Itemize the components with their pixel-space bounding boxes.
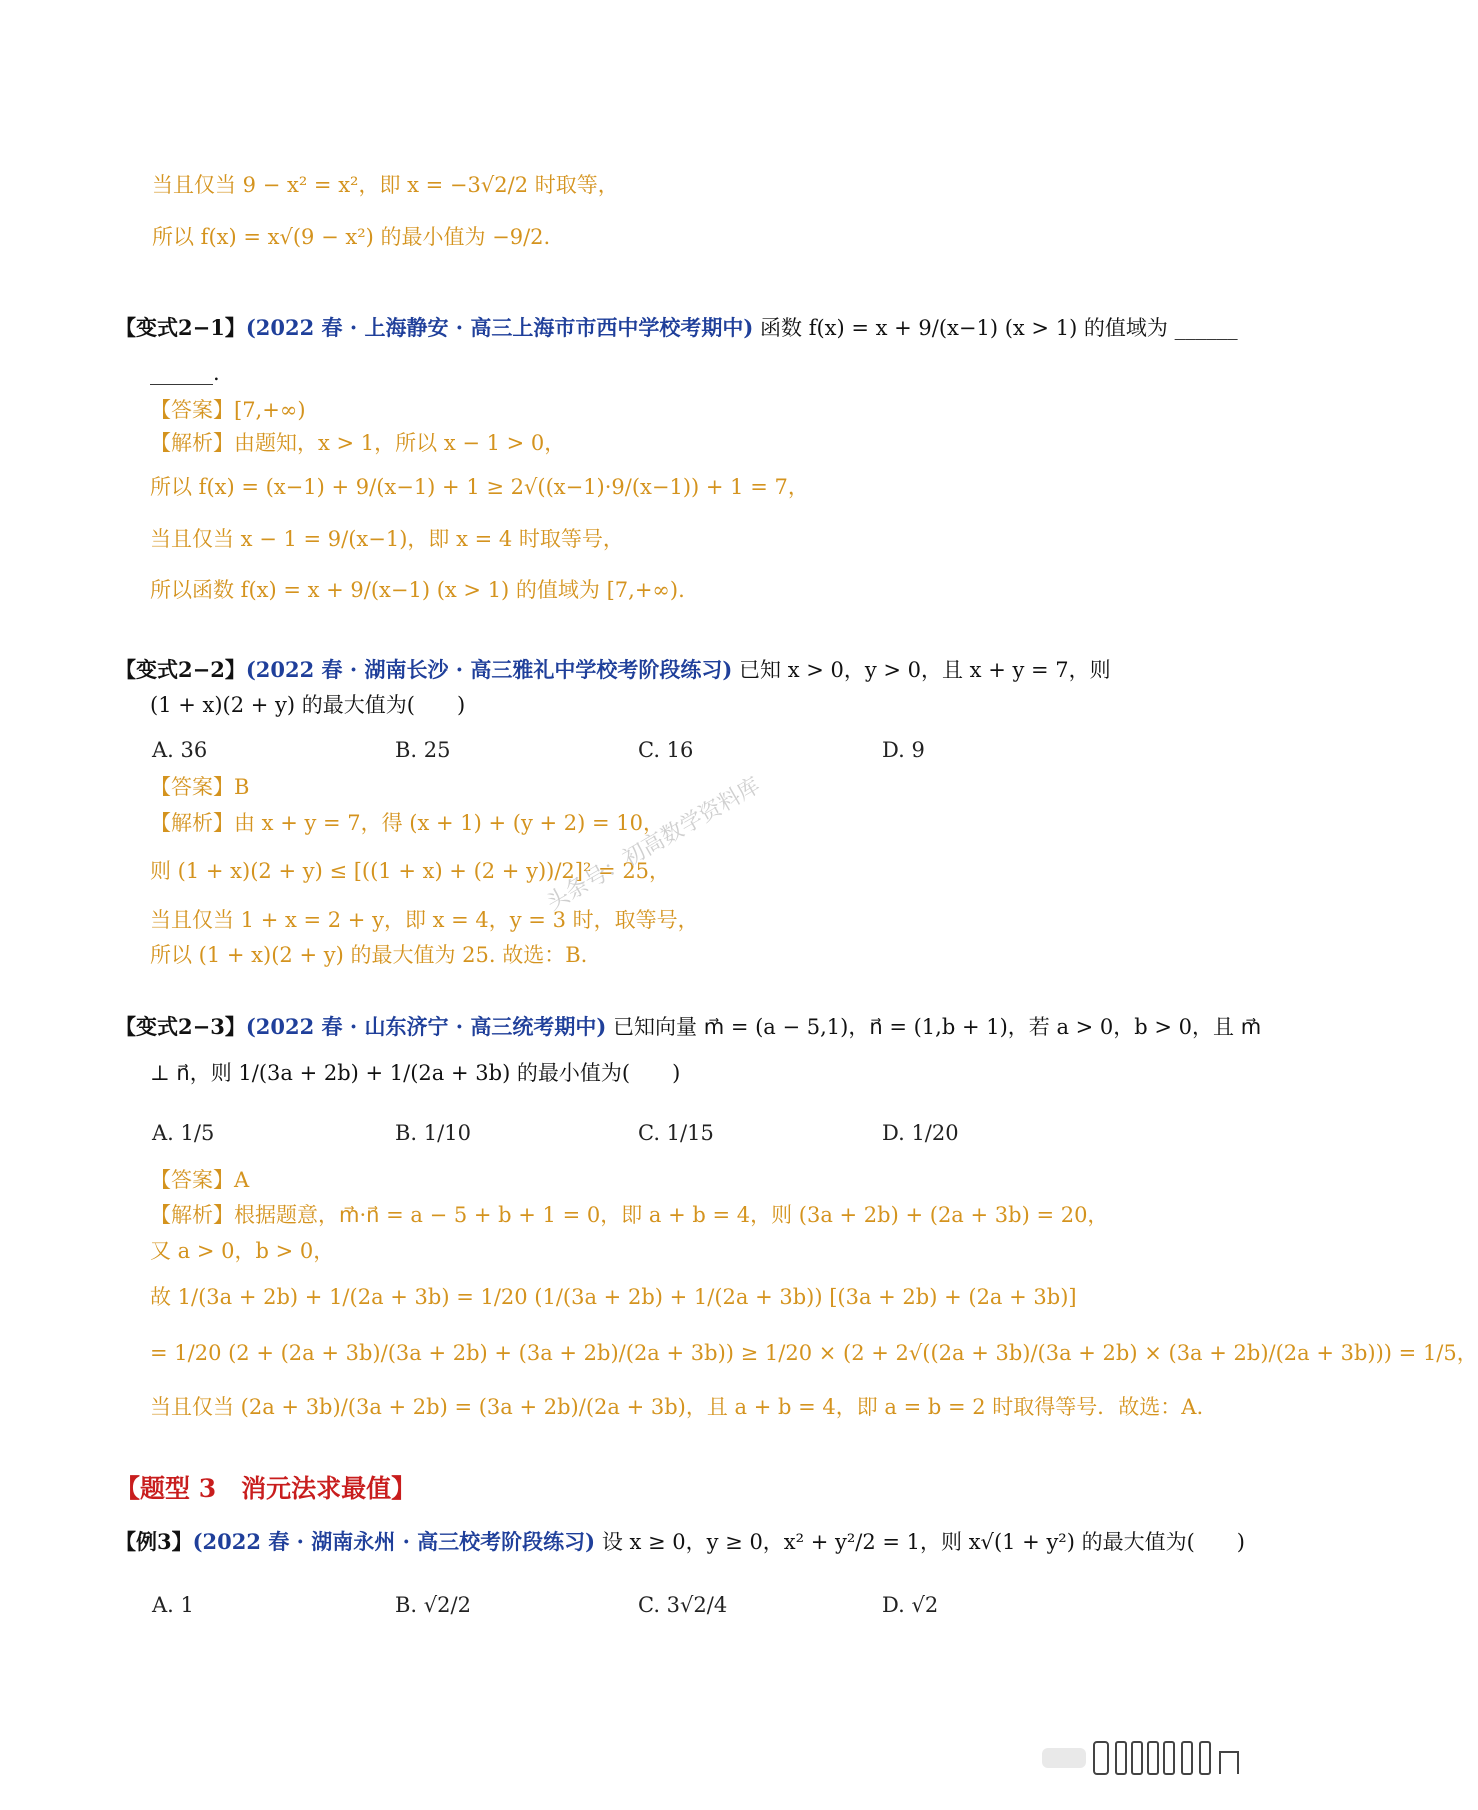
v23-option-a[interactable]: A. 1/5: [152, 1121, 215, 1145]
prev-solution-line-1: 当且仅当 9 − x² = x²，即 x = −3√2/2 时取等，: [152, 173, 619, 197]
v23-solution-4: = 1/20 (2 + (2a + 3b)/(3a + 2b) + (3a + 2b)/(2a + 3b)) ≥ 1/20 × (2 + 2√((2a + 3b)/(3a + 2b) × (3a + 2b)/(2a + 3b))) = 1/5，: [150, 1341, 1478, 1365]
prev-solution-line-2: 所以 f(x) = x√(9 − x²) 的最小值为 −9/2.: [152, 225, 551, 249]
v21-solution-2: 所以 f(x) = (x−1) + 9/(x−1) + 1 ≥ 2√((x−1)·9/(x−1)) + 1 = 7，: [150, 475, 809, 499]
v22-source: (2022 春 · 湖南长沙 · 高三雅礼中学校考阶段练习): [245, 657, 733, 682]
v23-question-1: 已知向量 m⃗ = (a − 5,1)，n⃗ = (1,b + 1)，若 a > 0，b > 0，且 m⃗: [613, 1015, 1262, 1039]
v22-question-2: (1 + x)(2 + y) 的最大值为( ): [150, 693, 466, 717]
v23-question-line-1: [115, 1012, 1261, 1042]
v23-source: (2022 春 · 山东济宁 · 高三统考期中): [245, 1014, 607, 1039]
v22-question-1: 已知 x > 0，y > 0，且 x + y = 7，则: [739, 658, 1111, 682]
v21-question-line: 【变式2−1】(2022 春 · 上海静安 · 高三上海市市西中学校考期中) 函数 f(x) = x + 9/(x−1) (x > 1) 的值域为 ______: [115, 315, 1238, 340]
ex3-question-line: [115, 1527, 1245, 1557]
v22-question-line-1: [115, 655, 1111, 685]
v23-option-b[interactable]: B. 1/10: [395, 1121, 471, 1145]
ex3-option-d[interactable]: D. √2: [882, 1593, 939, 1617]
ex3-label: 【例3】: [115, 1529, 193, 1554]
v23-answer: 【答案】A: [150, 1168, 250, 1192]
v21-solution-4: 所以函数 f(x) = x + 9/(x−1) (x > 1) 的值域为 [7,+∞).: [150, 578, 685, 602]
v22-answer: 【答案】B: [150, 775, 250, 799]
watermark: 头条号：初高数学资料库: [542, 773, 765, 916]
v22-option-d[interactable]: D. 9: [882, 738, 925, 762]
v22-option-a[interactable]: A. 36: [152, 738, 208, 762]
v21-blank-cont: ______.: [150, 361, 220, 385]
v22-solution-4: 所以 (1 + x)(2 + y) 的最大值为 25. 故选：B.: [150, 943, 588, 967]
v22-option-b[interactable]: B. 25: [395, 738, 451, 762]
v23-question-2: ⊥ n⃗，则 1/(3a + 2b) + 1/(2a + 3b) 的最小值为( ): [150, 1061, 681, 1085]
v21-solution-1: 【解析】由题知，x > 1，所以 x − 1 > 0，: [150, 431, 566, 455]
v21-question: 函数 f(x) = x + 9/(x−1) (x > 1) 的值域为: [760, 316, 1168, 340]
v22-option-c[interactable]: C. 16: [638, 738, 694, 762]
ex3-source: (2022 春 · 湖南永州 · 高三校考阶段练习): [192, 1529, 596, 1554]
v22-label: 【变式2−2】: [115, 657, 246, 682]
v23-solution-1: 【解析】根据题意，m⃗·n⃗ = a − 5 + b + 1 = 0，即 a + b = 4，则 (3a + 2b) + (2a + 3b) = 20，: [150, 1203, 1109, 1227]
ex3-option-c[interactable]: C. 3√2/4: [638, 1593, 728, 1617]
ex3-option-a[interactable]: A. 1: [152, 1593, 194, 1617]
v23-option-c[interactable]: C. 1/15: [638, 1121, 714, 1145]
v23-solution-2: 又 a > 0，b > 0，: [150, 1239, 335, 1263]
section-heading-type3: 【题型 3 消元法求最值】: [115, 1474, 417, 1503]
ex3-question: 设 x ≥ 0，y ≥ 0，x² + y²/2 = 1，则 x√(1 + y²) 的最大值为( ): [601, 1530, 1245, 1554]
v22-solution-3: 当且仅当 1 + x = 2 + y，即 x = 4，y = 3 时，取等号，: [150, 908, 699, 932]
v21-answer: 【答案】[7,+∞): [150, 398, 306, 422]
v23-option-d[interactable]: D. 1/20: [882, 1121, 959, 1145]
ex3-option-b[interactable]: B. √2/2: [395, 1593, 471, 1617]
v21-label: 【变式2−1】: [115, 315, 246, 340]
v23-solution-5: 当且仅当 (2a + 3b)/(3a + 2b) = (3a + 2b)/(2a + 3b)，且 a + b = 4，即 a = b = 2 时取得等号．故选：A.: [150, 1395, 1204, 1419]
v21-source: (2022 春 · 上海静安 · 高三上海市市西中学校考期中): [245, 315, 754, 340]
v22-solution-1: 【解析】由 x + y = 7，得 (x + 1) + (y + 2) = 10，: [150, 811, 665, 835]
v23-label: 【变式2−3】: [115, 1014, 246, 1039]
v21-solution-3: 当且仅当 x − 1 = 9/(x−1)，即 x = 4 时取等号，: [150, 527, 624, 551]
page-fold-icon: [1042, 1738, 1252, 1782]
v23-solution-3: 故 1/(3a + 2b) + 1/(2a + 3b) = 1/20 (1/(3a + 2b) + 1/(2a + 3b)) [(3a + 2b) + (2a + 3b)]: [150, 1285, 1077, 1309]
v22-solution-2: 则 (1 + x)(2 + y) ≤ [((1 + x) + (2 + y))/2]² = 25，: [150, 859, 671, 883]
